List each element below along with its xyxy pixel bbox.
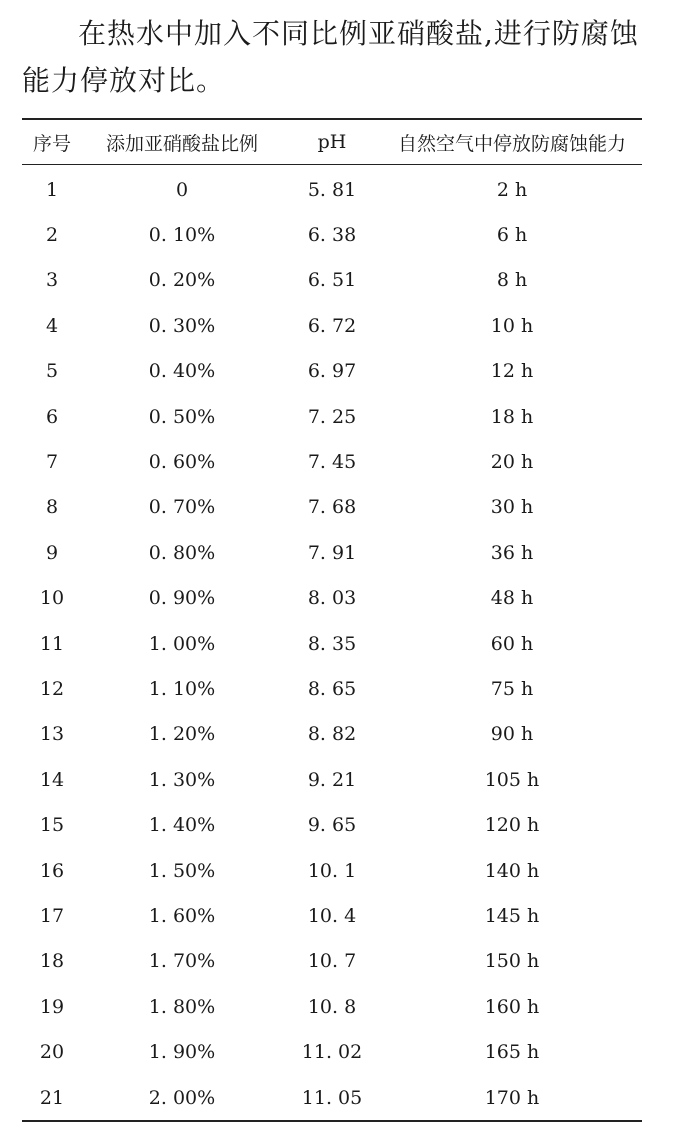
cell-corrosion-resistance: 105 h — [484, 768, 540, 791]
cell-index: 2 — [45, 224, 59, 247]
cell-corrosion-resistance: 75 h — [490, 677, 534, 700]
intro-paragraph: 在热水中加入不同比例亚硝酸盐,进行防腐蚀能力停放对比。 — [22, 17, 639, 97]
cell-corrosion-resistance: 90 h — [490, 723, 534, 746]
cell-nitrite-ratio: 1. 90% — [148, 1041, 216, 1064]
table-row — [22, 939, 642, 984]
cell-nitrite-ratio: 0. 80% — [148, 541, 216, 564]
cell-index: 10 — [39, 587, 65, 610]
table-row — [22, 394, 642, 439]
cell-index: 3 — [45, 269, 59, 292]
cell-index: 17 — [39, 904, 65, 927]
table-row — [22, 802, 642, 847]
table-row — [22, 1075, 642, 1121]
cell-corrosion-resistance: 30 h — [490, 496, 534, 519]
table-row — [22, 893, 642, 938]
table-row — [22, 212, 642, 257]
cell-index: 7 — [45, 451, 59, 474]
cell-ph: 8. 35 — [307, 632, 357, 655]
cell-index: 8 — [45, 496, 59, 519]
header-ph: pH — [317, 131, 347, 153]
results-table — [22, 118, 642, 1122]
cell-nitrite-ratio: 1. 10% — [148, 677, 216, 700]
header-row — [22, 119, 642, 165]
cell-corrosion-resistance: 2 h — [496, 178, 528, 201]
cell-index: 15 — [39, 814, 65, 837]
cell-index: 12 — [39, 677, 65, 700]
cell-index: 11 — [39, 632, 65, 655]
cell-ph: 7. 91 — [307, 541, 357, 564]
table-row — [22, 1029, 642, 1074]
table-header — [22, 119, 642, 165]
cell-ph: 11. 05 — [301, 1086, 363, 1109]
cell-nitrite-ratio: 0. 70% — [148, 496, 216, 519]
cell-ph: 9. 65 — [307, 814, 357, 837]
cell-nitrite-ratio: 1. 50% — [148, 859, 216, 882]
cell-nitrite-ratio: 1. 60% — [148, 904, 216, 927]
cell-nitrite-ratio: 1. 00% — [148, 632, 216, 655]
cell-corrosion-resistance: 12 h — [490, 360, 534, 383]
cell-index: 14 — [39, 768, 65, 791]
table-body — [22, 165, 642, 1122]
cell-ph: 10. 8 — [307, 995, 357, 1018]
table-row — [22, 485, 642, 530]
cell-nitrite-ratio: 1. 30% — [148, 768, 216, 791]
table-row — [22, 621, 642, 666]
table-row — [22, 848, 642, 893]
cell-corrosion-resistance: 145 h — [484, 904, 540, 927]
table-row — [22, 349, 642, 394]
cell-corrosion-resistance: 20 h — [490, 451, 534, 474]
cell-ph: 10. 4 — [307, 904, 357, 927]
cell-nitrite-ratio: 0. 90% — [148, 587, 216, 610]
cell-ph: 5. 81 — [307, 178, 357, 201]
cell-index: 21 — [39, 1086, 65, 1109]
cell-nitrite-ratio: 0. 60% — [148, 451, 216, 474]
table-row — [22, 712, 642, 757]
cell-ph: 7. 68 — [307, 496, 357, 519]
cell-ph: 10. 1 — [307, 859, 357, 882]
cell-index: 20 — [39, 1041, 65, 1064]
cell-ph: 9. 21 — [307, 768, 357, 791]
table-row — [22, 984, 642, 1029]
table-row — [22, 439, 642, 484]
header-corrosion-resistance: 自然空气中停放防腐蚀能力 — [397, 132, 626, 155]
cell-corrosion-resistance: 120 h — [484, 814, 540, 837]
cell-index: 5 — [45, 360, 59, 383]
header-index: 序号 — [32, 132, 71, 155]
table-row — [22, 165, 642, 213]
cell-ph: 6. 51 — [307, 269, 357, 292]
cell-nitrite-ratio: 1. 40% — [148, 814, 216, 837]
cell-index: 19 — [39, 995, 65, 1018]
cell-nitrite-ratio: 0 — [175, 178, 189, 201]
cell-ph: 11. 02 — [301, 1041, 363, 1064]
results-table-container — [22, 118, 642, 1122]
cell-index: 6 — [45, 405, 59, 428]
table-row — [22, 757, 642, 802]
cell-corrosion-resistance: 10 h — [490, 314, 534, 337]
table-row — [22, 258, 642, 303]
cell-nitrite-ratio: 2. 00% — [148, 1086, 216, 1109]
cell-nitrite-ratio: 0. 10% — [148, 224, 216, 247]
cell-index: 18 — [39, 950, 65, 973]
table-row — [22, 303, 642, 348]
cell-ph: 7. 45 — [307, 451, 357, 474]
cell-ph: 10. 7 — [307, 950, 357, 973]
cell-ph: 8. 65 — [307, 677, 357, 700]
table-row — [22, 576, 642, 621]
table-row — [22, 530, 642, 575]
cell-ph: 7. 25 — [307, 405, 357, 428]
cell-corrosion-resistance: 170 h — [484, 1086, 540, 1109]
cell-index: 16 — [39, 859, 65, 882]
header-nitrite-ratio: 添加亚硝酸盐比例 — [105, 132, 258, 155]
cell-ph: 8. 82 — [307, 723, 357, 746]
cell-corrosion-resistance: 160 h — [484, 995, 540, 1018]
cell-ph: 6. 38 — [307, 224, 357, 247]
cell-index: 9 — [45, 541, 59, 564]
cell-ph: 6. 72 — [307, 314, 357, 337]
cell-ph: 8. 03 — [307, 587, 357, 610]
table-row — [22, 666, 642, 711]
cell-corrosion-resistance: 6 h — [496, 224, 528, 247]
cell-corrosion-resistance: 150 h — [484, 950, 540, 973]
cell-corrosion-resistance: 140 h — [484, 859, 540, 882]
cell-index: 1 — [45, 178, 59, 201]
cell-corrosion-resistance: 8 h — [496, 269, 528, 292]
cell-nitrite-ratio: 0. 20% — [148, 269, 216, 292]
cell-corrosion-resistance: 165 h — [484, 1041, 540, 1064]
cell-nitrite-ratio: 0. 30% — [148, 314, 216, 337]
cell-nitrite-ratio: 0. 50% — [148, 405, 216, 428]
cell-corrosion-resistance: 60 h — [490, 632, 534, 655]
cell-index: 4 — [45, 314, 59, 337]
cell-nitrite-ratio: 0. 40% — [148, 360, 216, 383]
cell-ph: 6. 97 — [307, 360, 357, 383]
cell-nitrite-ratio: 1. 20% — [148, 723, 216, 746]
cell-corrosion-resistance: 36 h — [490, 541, 534, 564]
cell-index: 13 — [39, 723, 65, 746]
cell-corrosion-resistance: 48 h — [490, 587, 534, 610]
cell-corrosion-resistance: 18 h — [490, 405, 534, 428]
cell-nitrite-ratio: 1. 70% — [148, 950, 216, 973]
cell-nitrite-ratio: 1. 80% — [148, 995, 216, 1018]
